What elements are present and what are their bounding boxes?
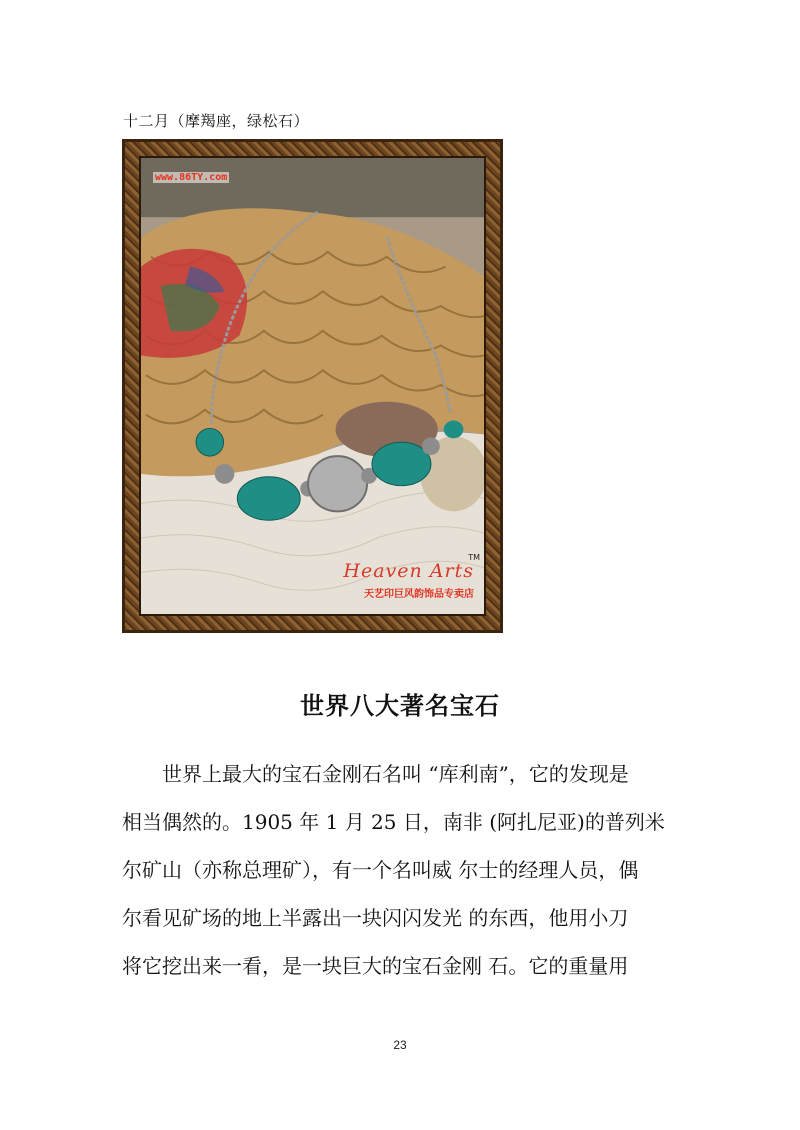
- paragraph-line: 将它挖出来一看，是一块巨大的宝石金刚 石。它的重量用: [122, 954, 629, 978]
- image-caption: 十二月（摩羯座，绿松石）: [123, 112, 310, 130]
- brand-logo: Heaven Arts: [343, 560, 474, 582]
- paragraph-line: 相当偶然的。1905 年 1 月 25 日，南非 (阿扎尼亚)的普列米: [122, 810, 665, 834]
- paragraph-line: 尔矿山（亦称总理矿），有一个名叫威 尔士的经理人员，偶: [122, 858, 639, 882]
- paragraph-line: 世界上最大的宝石金刚石名叫 “库利南”，它的发现是: [162, 762, 629, 786]
- paragraph-line: 尔看见矿场的地上半露出一块闪闪发光 的东西，他用小刀: [122, 906, 629, 930]
- necklace-photo: [139, 156, 486, 616]
- section-heading: 世界八大著名宝石: [300, 692, 500, 720]
- page-number: 23: [393, 1038, 407, 1052]
- necklace-illustration: [141, 158, 484, 614]
- watermark-url: www.86TY.com: [155, 172, 228, 183]
- picture-frame: [122, 139, 503, 633]
- brand-subtitle: 天艺印巨风韵饰品专卖店: [364, 589, 474, 600]
- brand-trademark: TM: [468, 553, 480, 562]
- body-paragraph: [122, 756, 682, 996]
